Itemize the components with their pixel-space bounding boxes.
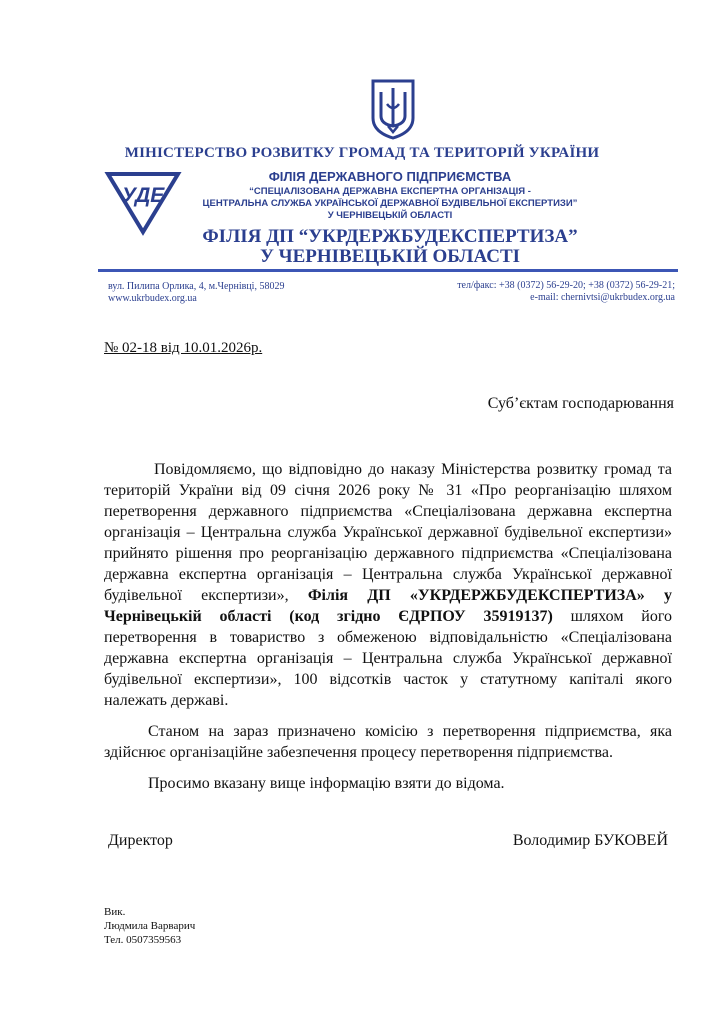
branch-subheading-line: У ЧЕРНІВЕЦЬКІЙ ОБЛАСТІ	[327, 210, 453, 221]
branch-title	[180, 227, 600, 267]
signatory-name: Володимир БУКОВЕЙ	[512, 832, 668, 849]
paragraph-1-bold: Філія ДП «УКРДЕРЖБУДЕКСПЕРТИЗА» у Чернівецькій області (код згідно ЄДРПОУ 35919137)	[104, 587, 672, 625]
header-divider	[98, 269, 678, 272]
executor-block	[104, 905, 195, 947]
branch-subheading	[180, 186, 600, 222]
signatory-position: Директор	[108, 832, 173, 849]
registration-number: № 02-18 від 10.01.2026р.	[104, 340, 263, 356]
branch-title-line: ФІЛІЯ ДП “УКРДЕРЖБУДЕКСПЕРТИЗА”	[202, 226, 578, 247]
paragraph-2: Станом на зараз призначено комісію з перетворення підприємства, яка здійснює організаційне забезпечення процесу перетворення підприємства.	[104, 723, 672, 761]
branch-subheading-line: “СПЕЦІАЛІЗОВАНА ДЕРЖАВНА ЕКСПЕРТНА ОРГАНІЗАЦІЯ -	[249, 186, 531, 197]
website-link[interactable]: www.ukrbudex.org.ua	[108, 293, 197, 304]
branch-heading: ФІЛІЯ ДЕРЖАВНОГО ПІДПРИЄМСТВА	[268, 169, 512, 184]
ministry-name: МІНІСТЕРСТВО РОЗВИТКУ ГРОМАД ТА ТЕРИТОРІЙ УКРАЇНИ	[124, 145, 600, 161]
address: вул. Пилипа Орлика, 4, м.Чернівці, 58029	[108, 281, 285, 292]
paragraph-3: Просимо вказану вище інформацію взяти до відома.	[148, 775, 505, 792]
branch-title-line: У ЧЕРНІВЕЦЬКІЙ ОБЛАСТІ	[259, 246, 521, 267]
executor-label: Вик.	[104, 906, 126, 918]
executor-phone: Тел. 0507359563	[104, 934, 182, 946]
paragraph-1-text-end: шляхом його перетворення в товариство з обмеженою відповідальністю «Спеціалізована державна експертна організація – Центральна служба Української державної будівельної експертизи», 100 відсотків часток у статутному капіталі якого належать державі.	[104, 608, 672, 709]
email-link[interactable]: e-mail: chernivtsi@ukrbudex.org.ua	[530, 292, 675, 303]
coat-of-arms-icon	[370, 78, 416, 140]
logo-text: УДЕ	[121, 184, 165, 207]
contact-left	[108, 281, 378, 305]
letter-body	[104, 459, 672, 804]
organization-logo	[104, 170, 182, 236]
executor-name: Людмила Варварич	[104, 920, 196, 932]
phone: тел/факс: +38 (0372) 56-29-20; +38 (0372) 56-29-21;	[457, 280, 675, 291]
paragraph-1-text: Повідомляємо, що відповідно до наказу Міністерства розвитку громад та територій України від 09 січня 2026 року № 31 «Про реорганізацію шляхом перетворення державного підприємства «Спеціалізована державна експертна організація – Центральна служба Української державної будівельної експертизи» прийнято рішення про реорганізацію державного підприємства «Спеціалізована державна експертна організація – Центральна служба Української державної будівельної експертизи»,	[104, 461, 672, 604]
addressee: Суб’єктам господарювання	[487, 395, 674, 412]
contact-right	[380, 280, 675, 304]
branch-subheading-line: ЦЕНТРАЛЬНА СЛУЖБА УКРАЇНСЬКОЇ ДЕРЖАВНОЇ БУДІВЕЛЬНОЇ ЕКСПЕРТИЗИ”	[202, 198, 578, 209]
paragraph-1	[104, 459, 672, 711]
